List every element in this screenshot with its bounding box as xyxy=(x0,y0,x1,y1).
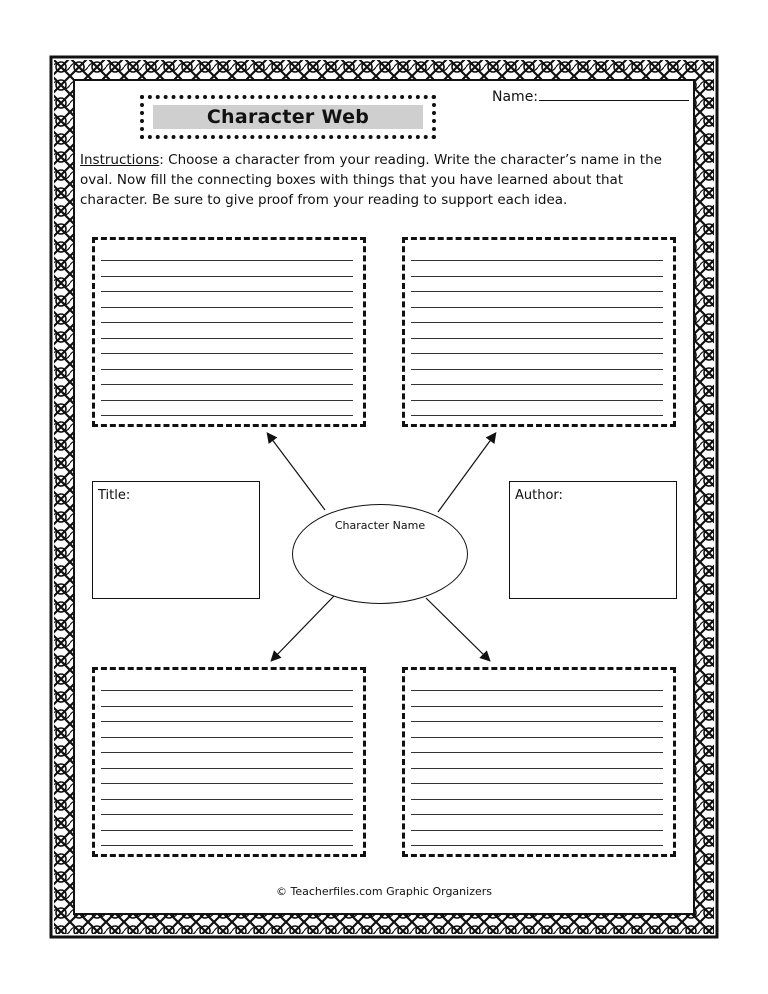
name-label: Name: xyxy=(492,89,539,105)
page-title: Character Web xyxy=(206,106,370,128)
author-label: Author: xyxy=(515,488,563,503)
instructions-label: Instructions xyxy=(80,152,160,168)
arrow-top-right xyxy=(438,434,495,512)
title-label: Title: xyxy=(98,488,131,503)
instructions-text: : Choose a character from your reading. Write the character’s name in the oval. Now fill the connecting boxes with things that you have learned about that character. Be sure to give proof from your reading to support each idea. xyxy=(80,152,662,208)
arrow-bottom-left xyxy=(272,596,334,660)
footer-credit: © Teacherfiles.com Graphic Organizers xyxy=(275,885,492,898)
character-name-label: Character Name xyxy=(334,519,426,532)
arrow-top-left xyxy=(268,434,325,510)
arrow-bottom-right xyxy=(426,598,489,660)
